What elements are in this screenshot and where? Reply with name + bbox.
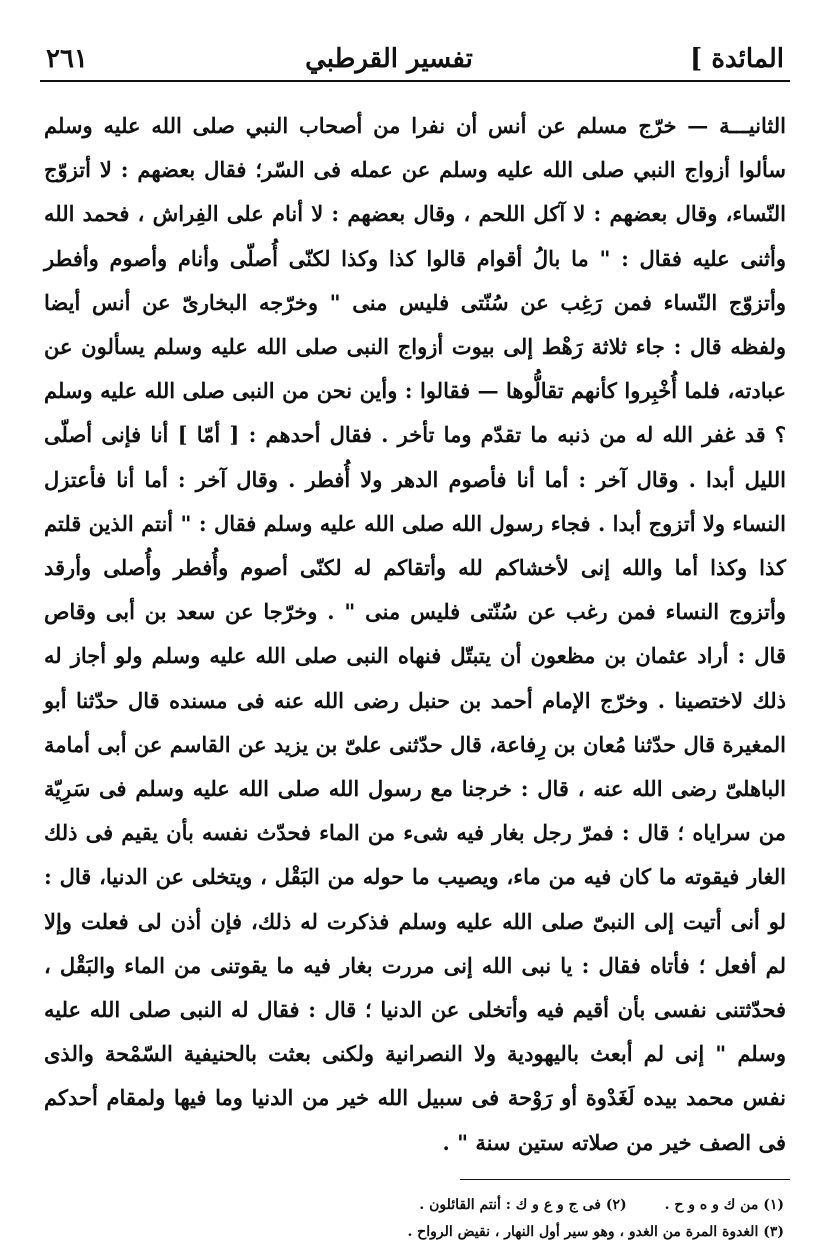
- footnote-text: من ك و ه و ح .: [664, 1196, 759, 1213]
- running-header: [40, 18, 790, 78]
- page-number: ٢٦١: [46, 44, 88, 74]
- footnote-marker: (٢): [605, 1196, 627, 1213]
- footnote-row: [40, 1192, 784, 1219]
- footnote-separator: [460, 1179, 790, 1180]
- main-paragraph: الثانيـــة — خرّج مسلم عن أنس أن نفرا من أصحاب النبي صلى الله عليه وسلم سألوا أزواج النبي صلى الله عليه وسلم عن عمله فى السّر؛ فقال بعضهم : لا أتزوّج النّساء، وقال بعضهم : لا آكل اللحم ، وقال بعضهم : لا أنام على الفِراش ، فحمد الله وأثنى عليه فقال : " ما بالُ أقوام قالوا كذا وكذا لكنّى أُصلّى وأنام وأصوم وأفطر وأتزوّج النّساء فمن رَغِب عن سُنّتى فليس منى " وخرّجه البخارىّ عن أنس أيضا ولفظه قال : جاء ثلاثة رَهْط إلى بيوت أزواج النبى صلى الله عليه وسلم يسألون عن عبادته، فلما أُخْبِروا كأنهم تقالُّوها — فقالوا : وأين نحن من النبى صلى الله عليه وسلم ؟ قد غفر الله له من ذنبه ما تقدّم وما تأخر . فقال أحدهم : [ أمّا ] أنا فإنى أصلّى الليل أبدا . وقال آخر : أما أنا فأصوم الدهر ولا أُفطر . وقال آخر : أما أنا فأعتزل النساء ولا أتزوج أبدا . فجاء رسول الله صلى الله عليه وسلم فقال : " أنتم الذين قلتم كذا وكذا أما والله إنى لأخشاكم لله وأتقاكم له لكنّى أصوم وأُفطر وأُصلى وأرقد وأتزوج النساء فمن رغب عن سُنّتى فليس منى " . وخرّجا عن سعد بن أبى وقاص قال : أراد عثمان بن مظعون أن يتبتّل فنهاه النبى صلى الله عليه وسلم ولو أجاز له ذلك لاختصينا . وخرّج الإمام أحمد بن حنبل رضى الله عنه فى مسنده قال حدّثنا أبو المغيرة قال حدّثنا مُعان بن رِفاعة، قال حدّثنى علىّ بن يزيد عن القاسم عن أبى أمامة الباهلىّ رضى الله عنه ، قال : خرجنا مع رسول الله صلى الله عليه وسلم فى سَرِيّة من سراياه ؛ قال : فمرّ رجل بغار فيه شىء من الماء فحدّث نفسه بأن يقيم فى ذلك الغار فيقوته ما كان فيه من ماء، ويصيب ما حوله من البَقْل ، ويتخلى عن الدنيا، قال : لو أنى أتيت إلى النبىّ صلى الله عليه وسلم فذكرت له ذلك، فإن أذن لى فعلت وإلا لم أفعل ؛ فأتاه فقال : يا نبى الله إنى مررت بغار فيه ما يقوتنى من الماء والبَقْل ، فحدّثتنى نفسى بأن أقيم فيه وأتخلى عن الدنيا ؛ قال : فقال له النبى صلى الله عليه وسلم " إنى لم أبعث باليهودية ولا النصرانية ولكنى بعثت بالحنيفية السّمْحة والذى نفس محمد بيده لَغَدْوة أو رَوْحة فى سبيل الله خير من الدنيا وما فيها ولمقام أحدكم فى الصف خير من صلاته ستين سنة " .: [44, 113, 786, 1155]
- header-rule: [40, 80, 790, 82]
- footnote-2: [419, 1192, 626, 1219]
- footnote-marker: (٣): [763, 1223, 784, 1240]
- footnote-text: فى ج و ع و ك : أنتم القائلون .: [419, 1196, 601, 1213]
- footnote-text: الغدوة المرة من الغدو ، وهو سير أول النهار ، نقيض الرواح .: [407, 1223, 759, 1240]
- book-page: [40, 18, 790, 1240]
- surah-name: المائدة ]: [690, 44, 784, 74]
- footnotes: [40, 1192, 790, 1246]
- footnote-marker: (١): [763, 1196, 784, 1213]
- book-title: تفسير القرطبي: [305, 44, 473, 74]
- footnote-row: [40, 1219, 784, 1246]
- footnote-3: [407, 1219, 784, 1246]
- footnote-1: [665, 1192, 784, 1219]
- main-text: [40, 104, 790, 1165]
